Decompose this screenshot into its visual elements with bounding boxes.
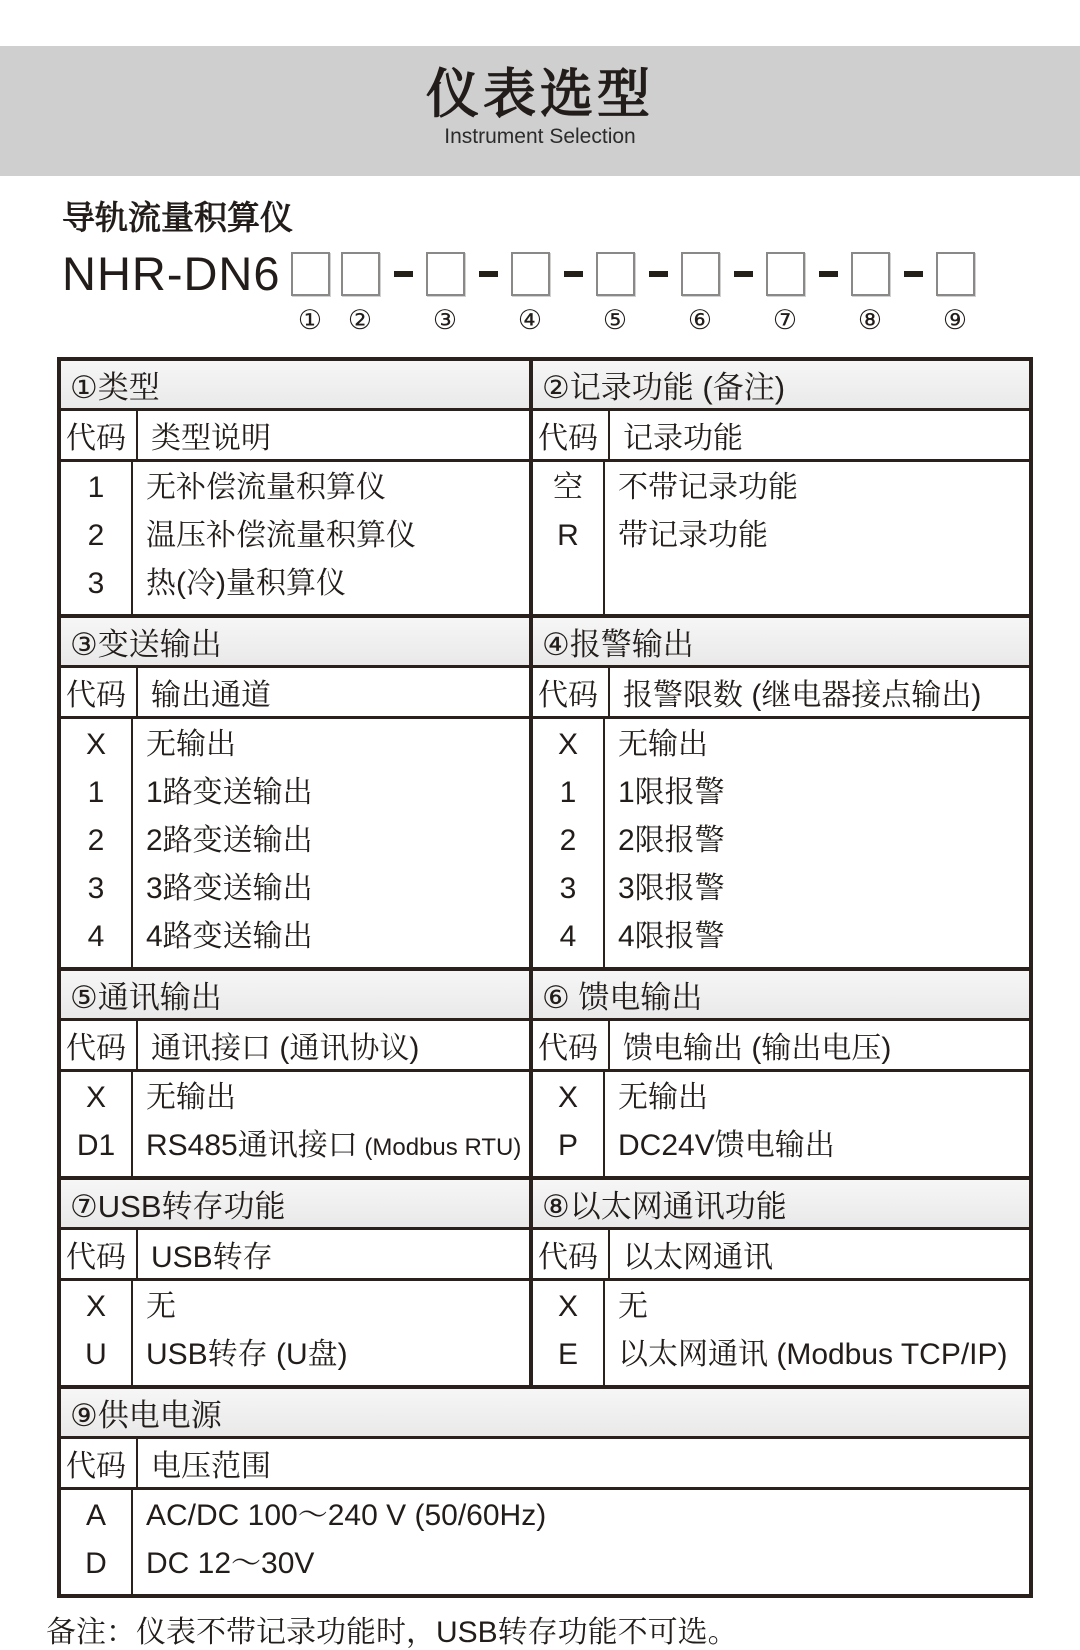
desc-column [133,1281,529,1385]
position-number: ③ [432,305,458,336]
code-value: 2 [87,824,105,857]
desc-value: 以太网通讯 (Modbus TCP/IP) [618,1338,1008,1371]
model-code-box [511,252,550,296]
model-slot [291,252,330,335]
position-number: ② [347,305,373,336]
section [61,361,533,614]
section-body [61,719,529,967]
model-code-box [681,252,720,296]
column-header-row [61,1021,529,1072]
code-value: 1 [87,471,105,504]
desc-value: 不带记录功能 [618,471,798,504]
desc-column [605,462,1029,614]
code-column-header: 代码 [533,411,610,459]
section-title: ④报警输出 [533,618,1029,668]
code-value: P [557,1129,578,1162]
section-title: ⑦USB转存功能 [61,1180,529,1230]
desc-value: 无输出 [146,728,236,761]
code-column [533,462,605,614]
code-value: 4 [87,920,105,953]
desc-value: 无 [146,1290,176,1323]
section-title: ①类型 [61,361,529,411]
position-number: ① [297,305,323,336]
section [61,1389,1029,1594]
column-header-row [61,1230,529,1281]
code-column [533,1072,605,1176]
model-code-box [341,252,380,296]
page [0,46,1080,1650]
code-column-header: 代码 [533,1230,610,1278]
desc-column [605,719,1029,967]
code-column [61,1281,133,1385]
code-value: 1 [559,776,577,809]
model-dash [564,271,583,277]
section-title: ②记录功能 (备注) [533,361,1029,411]
code-value: D [85,1547,107,1580]
model-dash [649,271,668,277]
column-header-row [533,1021,1029,1072]
desc-column-header: 报警限数 (继电器接点输出) [623,679,982,712]
desc-column [133,719,529,967]
model-code-box [596,252,635,296]
position-number: ⑥ [687,305,713,336]
column-header-row [533,668,1029,719]
model-slot [851,252,890,335]
product-name: 导轨流量积算仪 [62,199,293,236]
desc-value: DC24V馈电输出 [618,1129,835,1162]
model-slot [936,252,975,335]
model-code-box [851,252,890,296]
desc-value: 带记录功能 [618,519,768,552]
table-section-row [61,614,1029,967]
code-value: 3 [559,872,577,905]
model-code-box [766,252,805,296]
model-slot [596,252,635,335]
page-header [0,46,1080,176]
code-value: 1 [87,776,105,809]
desc-value: 4限报警 [618,920,725,953]
model-slot [766,252,805,335]
model-slot [341,252,380,335]
section [61,618,533,967]
column-header-row [61,411,529,462]
table-section-row [61,1176,1029,1385]
desc-value-suffix: (Modbus RTU) [357,1134,522,1161]
table-section-row [61,1385,1029,1594]
model-prefix: NHR-DN6 [62,247,281,300]
code-value: 2 [87,519,105,552]
selection-table [57,357,1033,1598]
desc-value: 无输出 [618,728,708,761]
section [533,971,1029,1176]
desc-column-header: 通讯接口 (通讯协议) [151,1032,420,1065]
desc-column-header: 馈电输出 (输出电压) [623,1032,892,1065]
section-title: ⑤通讯输出 [61,971,529,1021]
code-value: X [85,728,106,761]
table-section-row [61,361,1029,614]
page-subtitle: Instrument Selection [444,125,636,148]
code-value: 2 [559,824,577,857]
code-value: X [85,1081,106,1114]
code-column-header: 代码 [533,668,610,716]
desc-column-header: 以太网通讯 [623,1241,773,1274]
code-value: X [85,1290,106,1323]
position-number: ⑧ [857,305,883,336]
desc-value: 2限报警 [618,824,725,857]
section [533,1180,1029,1385]
desc-value: 无 [618,1290,648,1323]
code-value: X [557,1081,578,1114]
section-title: ③变送输出 [61,618,529,668]
desc-column [133,1072,529,1176]
code-column-header: 代码 [61,668,138,716]
model-dash [734,271,753,277]
code-value: U [85,1338,107,1371]
model-slot [426,252,465,335]
model-dash [479,271,498,277]
desc-value: USB转存 (U盘) [146,1338,348,1371]
model-code-line [62,247,1080,336]
desc-column [605,1281,1029,1385]
position-number: ⑤ [602,305,628,336]
desc-value: 3路变送输出 [146,872,313,905]
column-header-row [61,1439,1029,1490]
model-dash [819,271,838,277]
table-section-row [61,967,1029,1176]
section-body [61,462,529,614]
code-column-header: 代码 [61,1021,138,1069]
section-title: ⑧以太网通讯功能 [533,1180,1029,1230]
desc-column-header: 输出通道 [151,679,271,712]
model-code-box [426,252,465,296]
code-column [61,1072,133,1176]
model-dash [904,271,923,277]
desc-value: 1路变送输出 [146,776,313,809]
code-value: 4 [559,920,577,953]
section-body [61,1281,529,1385]
desc-value: 1限报警 [618,776,725,809]
code-value: E [557,1338,578,1371]
code-column [533,1281,605,1385]
desc-value: 2路变送输出 [146,824,313,857]
code-column-header: 代码 [61,411,138,459]
section [61,971,533,1176]
desc-value: 3限报警 [618,872,725,905]
section-title: ⑨供电电源 [61,1389,1029,1439]
code-column [61,462,133,614]
position-number: ⑨ [942,305,968,336]
code-column [533,719,605,967]
section-body [61,1490,1029,1594]
column-header-row [533,411,1029,462]
code-column [61,719,133,967]
desc-value: 无补偿流量积算仪 [146,471,386,504]
code-column-header: 代码 [61,1439,138,1487]
section-title: ⑥ 馈电输出 [533,971,1029,1021]
position-number: ⑦ [772,305,798,336]
section-body [533,462,1029,614]
section-body [533,1281,1029,1385]
position-number: ④ [517,305,543,336]
code-column-header: 代码 [533,1021,610,1069]
code-value: 空 [553,471,583,504]
model-slot [511,252,550,335]
column-header-row [533,1230,1029,1281]
desc-value: RS485通讯接口 (Modbus RTU) [146,1129,522,1162]
model-dash [394,271,413,277]
desc-value: 无输出 [618,1081,708,1114]
code-column [61,1490,133,1594]
section [533,618,1029,967]
code-value: A [85,1499,106,1532]
desc-column [605,1072,1029,1176]
code-value: D1 [76,1129,116,1162]
footnote: 备注：仪表不带记录功能时，USB转存功能不可选。 [46,1616,738,1649]
section-body [533,719,1029,967]
desc-column [133,462,529,614]
desc-value: 4路变送输出 [146,920,313,953]
section [61,1180,533,1385]
code-value: R [557,519,579,552]
desc-column-header: 类型说明 [151,422,271,455]
page-title: 仪表选型 [426,65,654,124]
code-value: 3 [87,872,105,905]
code-value: 3 [87,567,105,600]
desc-value: 温压补偿流量积算仪 [146,519,416,552]
code-value: X [557,1290,578,1323]
desc-value: DC 12～30V [146,1547,315,1580]
section-body [533,1072,1029,1176]
desc-column-header: 记录功能 [623,422,743,455]
desc-column-header: USB转存 [151,1241,273,1274]
desc-value: 无输出 [146,1081,236,1114]
desc-value: 热(冷)量积算仪 [146,567,346,600]
model-code-box [936,252,975,296]
desc-column-header: 电压范围 [151,1450,271,1483]
model-slot [681,252,720,335]
desc-value: AC/DC 100～240 V (50/60Hz) [146,1499,547,1532]
code-column-header: 代码 [61,1230,138,1278]
desc-column [133,1490,1029,1594]
model-area [62,198,1080,335]
section [533,361,1029,614]
model-code-box [291,252,330,296]
section-body [61,1072,529,1176]
column-header-row [61,668,529,719]
code-value: X [557,728,578,761]
